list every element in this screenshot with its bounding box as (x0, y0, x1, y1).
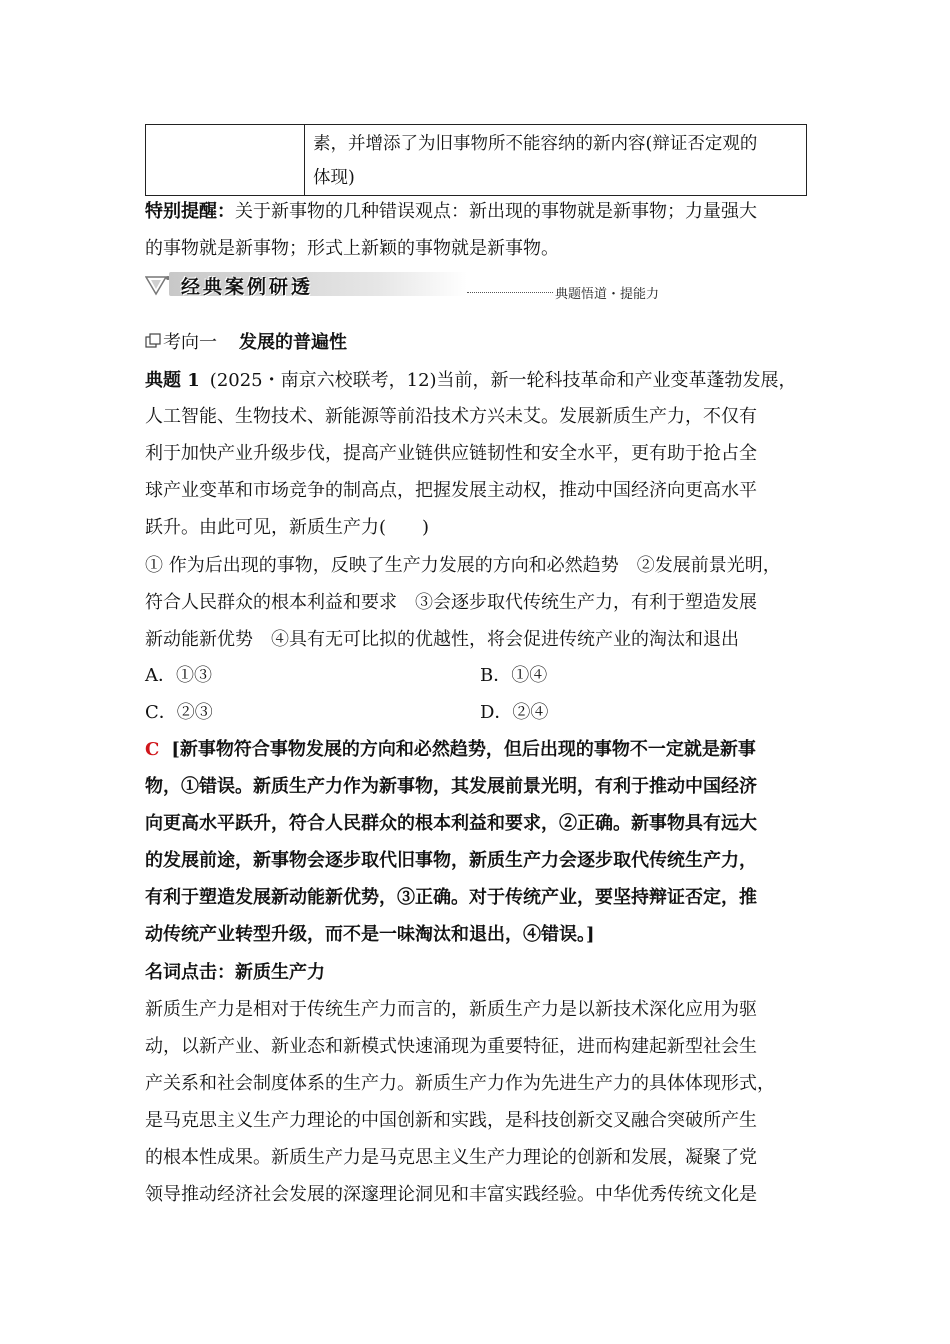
question-line-1 (145, 369, 797, 393)
statement-line-3: 新动能新优势 ④具有无可比拟的优越性，将会促进传统产业的淘汰和退出 (145, 629, 739, 650)
answer-line-1 (145, 738, 756, 762)
term-line-2: 动，以新产业、新业态和新模式快速涌现为重要特征，进而构建起新型社会生 (145, 1036, 757, 1057)
answer-letter: C (145, 739, 160, 760)
term-heading: 名词点击：新质生产力 (145, 962, 325, 983)
statement-line-2: 符合人民群众的根本利益和要求 ③会逐步取代传统生产力，有利于塑造发展 (145, 592, 757, 613)
answer-line-2: 物，①错误。新质生产力作为新事物，其发展前景光明，有利于推动中国经济 (145, 776, 757, 797)
table-text-line-1: 素，并增添了为旧事物所不能容纳的新内容(辩证否定观的 (313, 134, 758, 154)
question-line-5: 跃升。由此可见，新质生产力( ) (145, 517, 430, 538)
statement-line-1: ① 作为后出现的事物，反映了生产力发展的方向和必然趋势 ②发展前景光明， (145, 555, 781, 576)
question-line-2: 人工智能、生物技术、新能源等前沿技术方兴未艾。发展新质生产力，不仅有 (145, 406, 757, 427)
answer-line-4: 的发展前途，新事物会逐步取代旧事物，新质生产力会逐步取代传统生产力， (145, 850, 757, 871)
direction-title: 发展的普遍性 (239, 332, 347, 353)
table-text-line-2: 体现) (313, 168, 355, 188)
question-line-3: 利于加快产业升级步伐，提高产业链供应链韧性和安全水平，更有助于抢占全 (145, 443, 757, 464)
answer-text-1: [新事物符合事物发展的方向和必然趋势，但后出现的事物不一定就是新事 (171, 739, 756, 760)
question-label: 典题 1 (145, 370, 200, 391)
term-line-6: 领导推动经济社会发展的深邃理论洞见和丰富实践经验。中华优秀传统文化是 (145, 1184, 757, 1205)
direction-box-icon (145, 333, 161, 349)
reminder-text-1: 关于新事物的几种错误观点：新出现的事物就是新事物；力量强大 (235, 201, 757, 222)
question-text-1: (2025・南京六校联考，12)当前，新一轮科技革命和产业变革蓬勃发展， (209, 370, 797, 391)
section-header (145, 270, 660, 302)
option-d: D．②④ (480, 702, 549, 723)
option-a: A．①③ (145, 665, 212, 686)
section-triangle-icon (145, 274, 171, 296)
option-c: C．②③ (145, 702, 213, 723)
term-line-3: 产关系和社会制度体系的生产力。新质生产力作为先进生产力的具体体现形式， (145, 1073, 775, 1094)
option-b: B．①④ (480, 665, 548, 686)
table-right-cell (305, 125, 806, 195)
reminder-label: 特别提醒： (145, 201, 235, 222)
table-left-cell (146, 125, 305, 195)
section-dotted-leader (467, 292, 553, 293)
question-line-4: 球产业变革和市场竞争的制高点，把握发展主动权，推动中国经济向更高水平 (145, 480, 757, 501)
direction-label: 考向一 (163, 332, 217, 353)
answer-line-3: 向更高水平跃升，符合人民群众的根本利益和要求，②正确。新事物具有远大 (145, 813, 757, 834)
direction-heading (163, 331, 347, 355)
section-title: 经典案例研透 (181, 276, 314, 298)
term-line-4: 是马克思主义生产力理论的中国创新和实践，是科技创新交叉融合突破所产生 (145, 1110, 757, 1131)
term-line-5: 的根本性成果。新质生产力是马克思主义生产力理论的创新和发展，凝聚了党 (145, 1147, 757, 1168)
term-line-1: 新质生产力是相对于传统生产力而言的，新质生产力是以新技术深化应用为驱 (145, 999, 757, 1020)
section-title-band (169, 272, 467, 296)
answer-line-5: 有利于塑造发展新动能新优势，③正确。对于传统产业，要坚持辩证否定，推 (145, 887, 757, 908)
concept-table-fragment (145, 124, 807, 196)
answer-line-6: 动传统产业转型升级，而不是一味淘汰和退出，④错误。] (145, 924, 595, 945)
reminder-line-1 (145, 200, 757, 224)
section-subtitle: 典题悟道・提能力 (555, 287, 660, 302)
reminder-line-2: 的事物就是新事物；形式上新颖的事物就是新事物。 (145, 238, 559, 259)
